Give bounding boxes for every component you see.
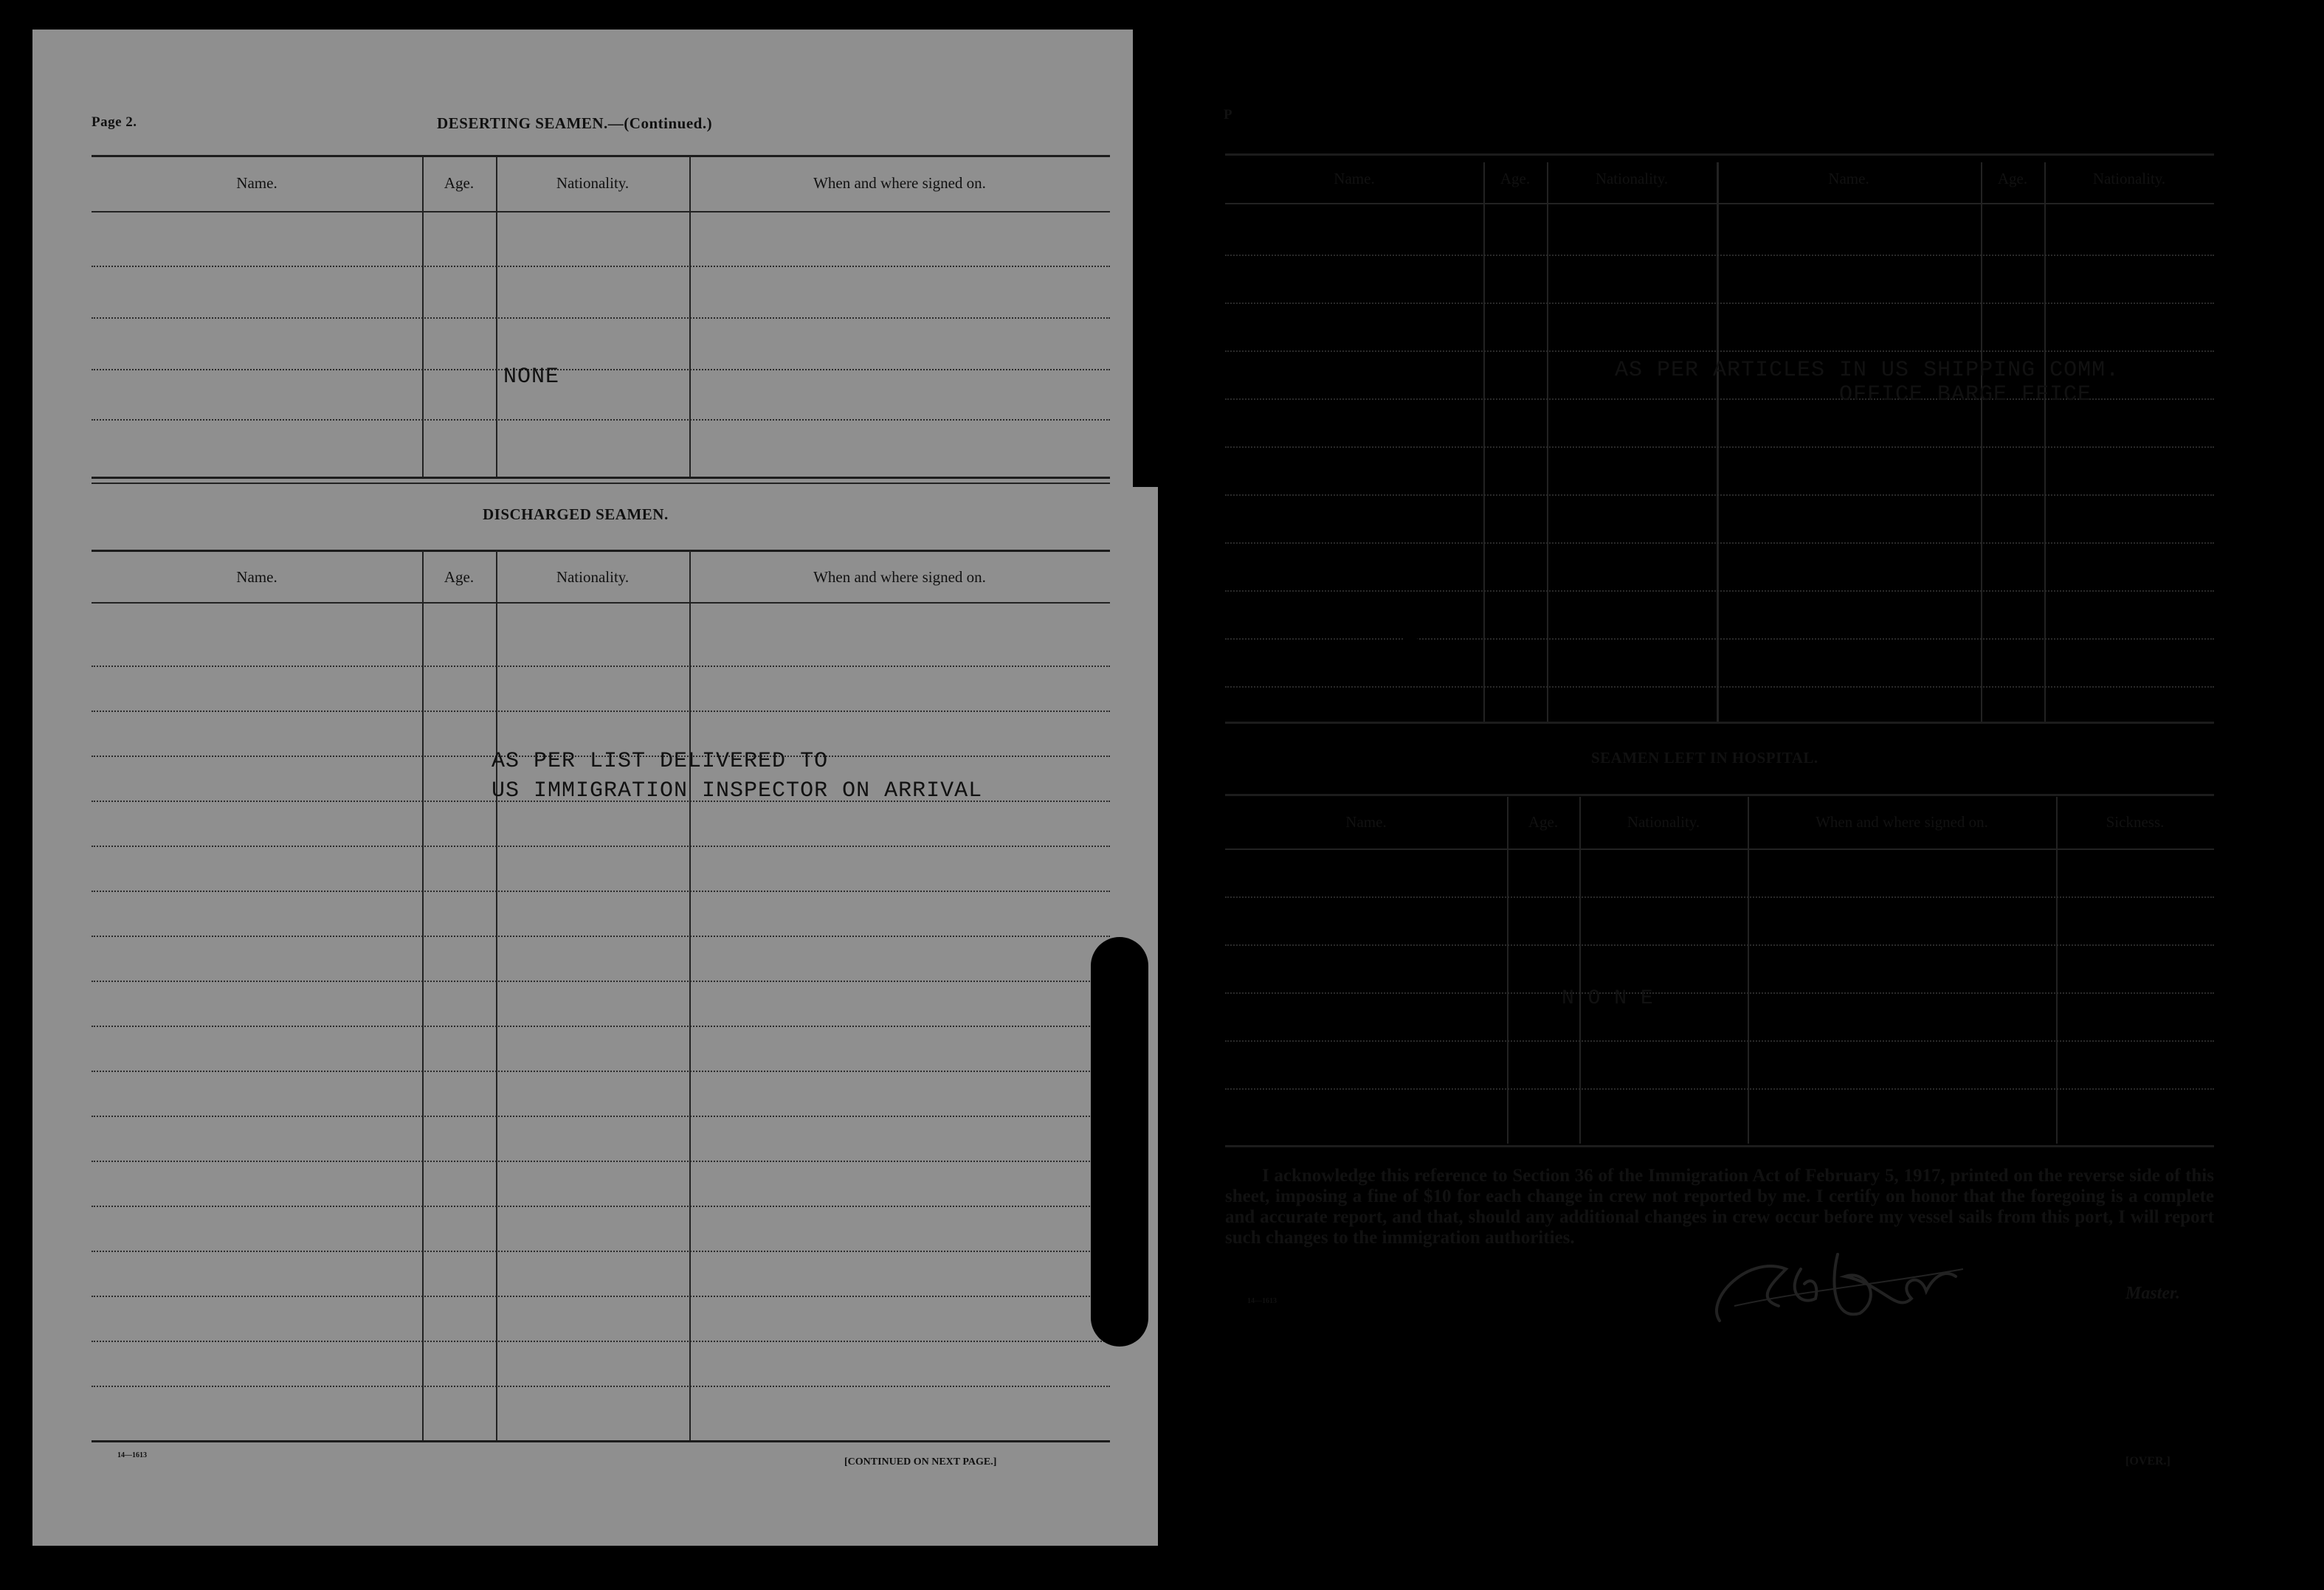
col-name: Name.	[1334, 170, 1375, 187]
row-line	[1225, 303, 2214, 304]
col-divider	[496, 550, 497, 1442]
row-line	[1225, 896, 2214, 898]
deserting-entry: NONE	[503, 364, 560, 390]
right-page	[1151, 30, 2292, 1557]
row-line	[1225, 944, 2214, 946]
row-line	[92, 1296, 1110, 1297]
hospital-heading: SEAMEN LEFT IN HOSPITAL.	[1591, 749, 1818, 767]
row-line	[1225, 542, 2214, 544]
col-age-2: Age.	[1997, 170, 2028, 187]
table-bottom-rule	[92, 483, 1110, 484]
row-line	[92, 369, 1110, 370]
table-bottom-rule	[1225, 1145, 2214, 1147]
row-line	[92, 1116, 1110, 1117]
row-line	[1225, 350, 2214, 352]
row-line	[92, 419, 1110, 421]
row-line	[92, 1071, 1110, 1072]
acknowledgement-text: I acknowledge this reference to Section 36 of the Immigration Act of February 5, 1917, printed on the reverse side of this sheet, imposing a fine of $10 for each change in crew not reported by me. I certify on honor that the foregoing is a complete and accurate report, and that, should any additional changes in crew occur before my vessel sails from this port, I will report such changes to the immigration authorities.	[1225, 1166, 2214, 1248]
table-bottom-rule	[92, 1440, 1110, 1442]
col-name: Name.	[236, 174, 277, 192]
deserting-seamen-heading: DESERTING SEAMEN.—(Continued.)	[437, 114, 713, 132]
table-top-rule	[1225, 794, 2214, 796]
col-divider	[422, 550, 424, 1442]
col-divider	[689, 550, 691, 1442]
table-bottom-rule	[1225, 722, 2214, 724]
row-line	[92, 1206, 1110, 1207]
discharged-entry-line2: US IMMIGRATION INSPECTOR ON ARRIVAL	[492, 778, 983, 803]
col-divider	[1579, 797, 1581, 1144]
col-divider	[1748, 797, 1749, 1144]
row-line	[92, 936, 1110, 937]
col-nationality: Nationality.	[556, 174, 630, 192]
row-line	[1225, 590, 2214, 592]
row-line	[92, 1251, 1110, 1252]
continued-note: [CONTINUED ON NEXT PAGE.]	[844, 1456, 997, 1468]
col-signed-on: When and where signed on.	[813, 174, 986, 192]
row-line	[92, 711, 1110, 712]
torn-hole	[1091, 937, 1148, 1347]
table-top-rule	[1225, 153, 2214, 156]
signature-title: Master.	[2125, 1284, 2181, 1303]
top-entry-line1: AS PER ARTICLES IN US SHIPPING COMM.	[1615, 358, 2120, 383]
col-name-2: Name.	[1828, 170, 1869, 187]
ink-blot	[1402, 635, 1418, 664]
row-line	[92, 266, 1110, 267]
row-line	[1225, 1040, 2214, 1042]
col-divider	[2056, 797, 2058, 1144]
row-line	[92, 666, 1110, 667]
row-line	[92, 1026, 1110, 1027]
form-number: 14—1613	[117, 1451, 147, 1459]
row-line	[1225, 638, 2214, 640]
col-age: Age.	[1528, 813, 1559, 831]
col-signed-on: When and where signed on.	[1816, 813, 1988, 831]
col-nationality: Nationality.	[556, 568, 630, 586]
col-nationality: Nationality.	[1595, 170, 1669, 187]
col-age: Age.	[444, 568, 475, 586]
row-line	[1225, 1088, 2214, 1090]
table-top-rule	[92, 550, 1110, 552]
col-signed-on: When and where signed on.	[813, 568, 986, 586]
row-line	[92, 1161, 1110, 1162]
row-line	[92, 981, 1110, 982]
col-nationality: Nationality.	[1627, 813, 1700, 831]
col-divider	[1507, 797, 1508, 1144]
header-rule	[1225, 848, 2214, 850]
hospital-entry: N O N E	[1562, 987, 1654, 1010]
discharged-entry-line1: AS PER LIST DELIVERED TO	[492, 749, 829, 774]
row-line	[92, 1386, 1110, 1387]
col-sickness: Sickness.	[2106, 813, 2165, 831]
signature-image	[1690, 1225, 1970, 1335]
page-number: Page 2.	[92, 114, 137, 130]
row-line	[92, 317, 1110, 319]
header-rule	[92, 602, 1110, 604]
over-note: [OVER.]	[2125, 1455, 2170, 1468]
discharged-seamen-heading: DISCHARGED SEAMEN.	[483, 505, 669, 523]
row-line	[92, 846, 1110, 847]
header-rule	[92, 211, 1110, 212]
row-line	[92, 891, 1110, 892]
row-line	[92, 1341, 1110, 1342]
row-line	[1225, 686, 2214, 688]
left-page	[32, 30, 1158, 1546]
col-name: Name.	[1345, 813, 1387, 831]
header-rule	[1225, 203, 2214, 204]
table-top-rule	[92, 155, 1110, 157]
col-age: Age.	[1500, 170, 1531, 187]
col-name: Name.	[236, 568, 277, 586]
col-age: Age.	[444, 174, 475, 192]
row-line	[1225, 494, 2214, 496]
row-line	[1225, 446, 2214, 448]
row-line	[1225, 992, 2214, 994]
form-number: 14—1613	[1247, 1297, 1277, 1305]
top-entry-line2: OFFICE BARGE FFICE	[1839, 382, 2092, 407]
col-nationality-2: Nationality.	[2092, 170, 2166, 187]
row-line	[1225, 255, 2214, 256]
page-label-fragment: P	[1224, 107, 1233, 122]
table-bottom-rule	[92, 477, 1110, 479]
